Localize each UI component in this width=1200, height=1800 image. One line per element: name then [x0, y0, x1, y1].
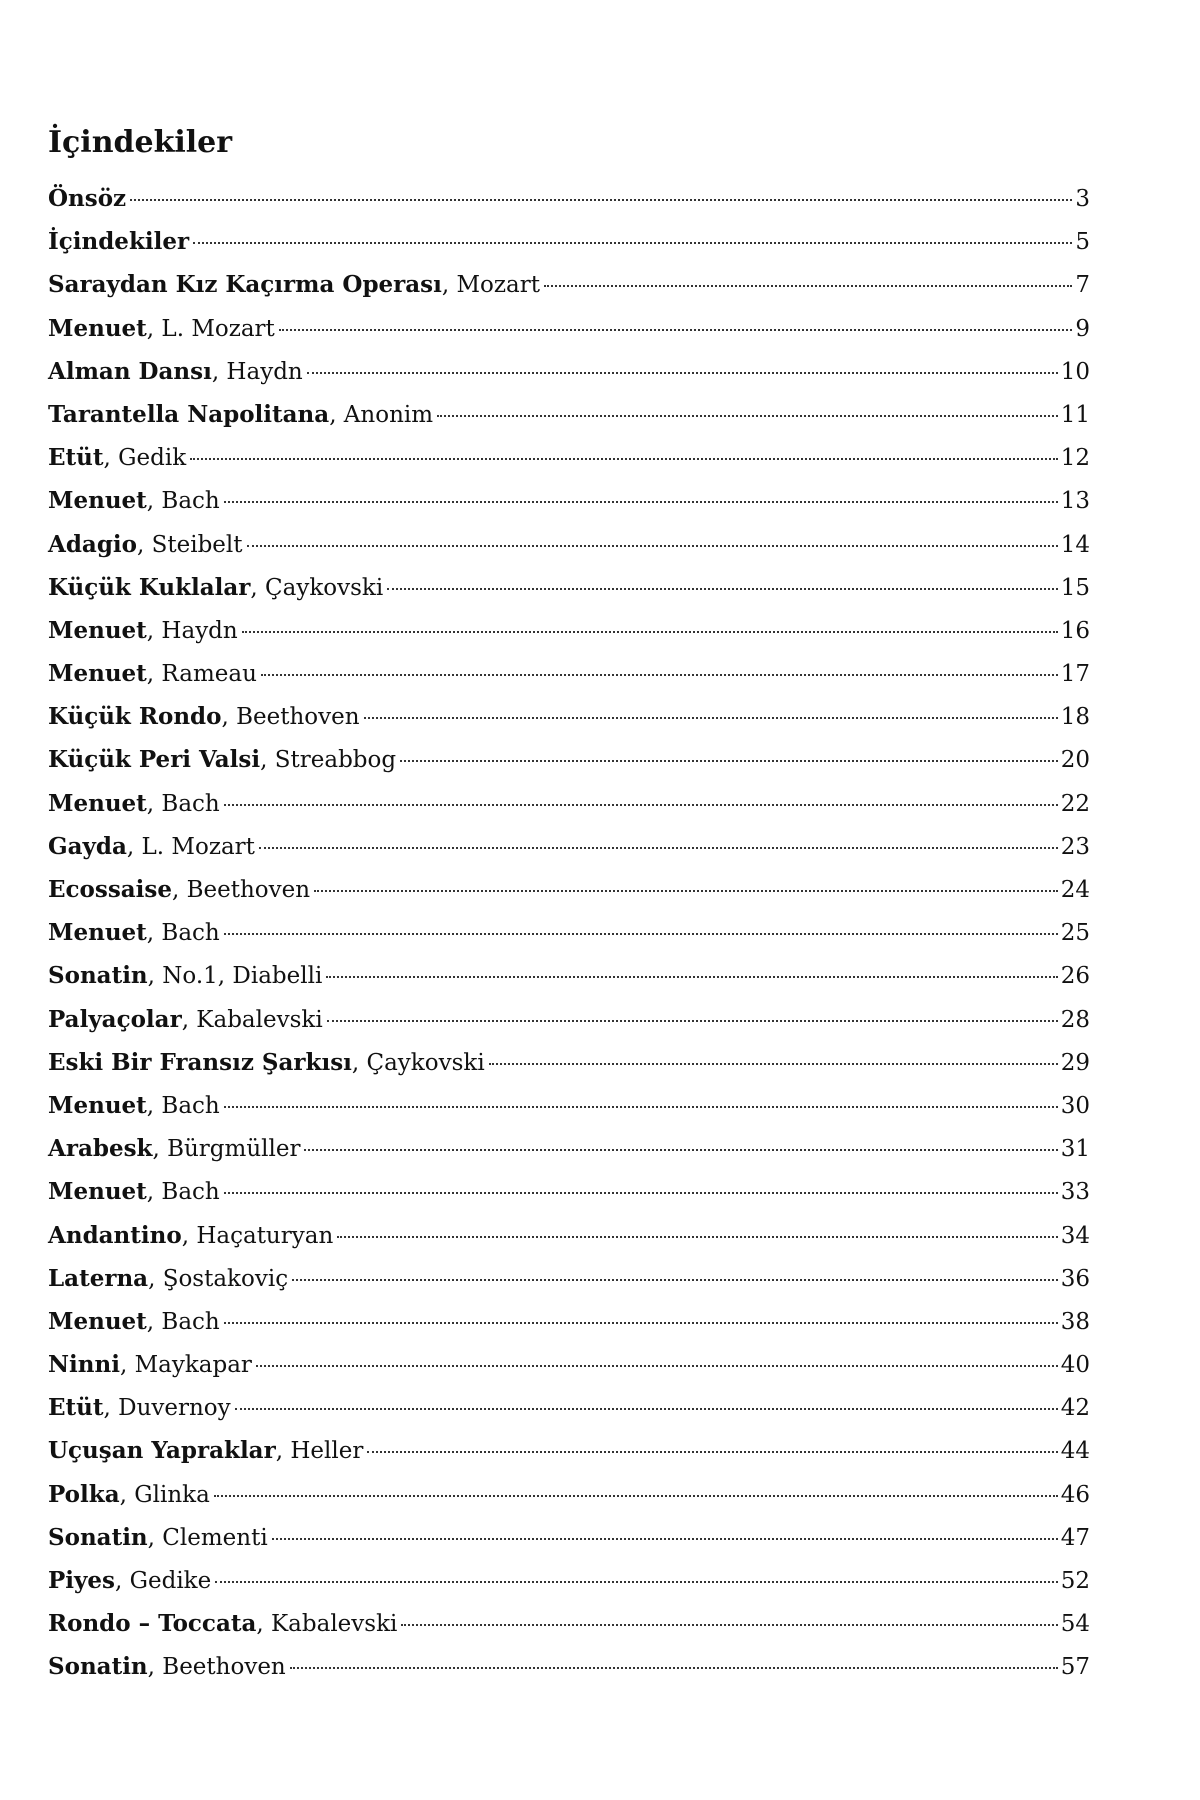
toc-entry-page-number: 42	[1060, 1395, 1090, 1422]
toc-entry-composer: , Çaykovski	[351, 1049, 485, 1076]
toc-entry-page-number: 16	[1060, 617, 1090, 644]
dot-leader	[224, 501, 1058, 503]
toc-entry	[48, 1006, 1090, 1049]
dot-leader	[224, 1192, 1058, 1194]
toc-entry-page-number: 31	[1060, 1136, 1090, 1163]
toc-entry-title: Küçük Kuklalar	[48, 573, 251, 601]
dot-leader	[224, 933, 1058, 935]
toc-entry-composer: , Haçaturyan	[181, 1222, 334, 1249]
toc-entry	[48, 228, 1090, 271]
dot-leader	[256, 1365, 1058, 1367]
toc-entry-composer: , Gedike	[114, 1568, 212, 1594]
toc-entry	[48, 746, 1090, 789]
dot-leader	[242, 631, 1058, 633]
table-of-contents	[48, 185, 1090, 1697]
page-title: İçindekiler	[48, 125, 233, 160]
toc-entry-composer: , Kabalevski	[256, 1611, 398, 1638]
toc-entry	[48, 1308, 1090, 1351]
toc-entry-title: Etüt	[48, 1394, 104, 1422]
toc-entry-page-number: 47	[1060, 1524, 1090, 1551]
toc-entry-composer: , Bach	[146, 920, 220, 947]
dot-leader	[304, 1149, 1057, 1151]
toc-entry-title: Menuet	[48, 1178, 147, 1206]
toc-entry-composer: , Maykapar	[119, 1352, 252, 1379]
toc-entry-composer: , Glinka	[119, 1481, 210, 1508]
toc-entry-composer: , Bach	[146, 1308, 220, 1335]
dot-leader	[437, 415, 1058, 417]
toc-entry-page-number: 36	[1060, 1265, 1090, 1292]
toc-entry-composer: , Haydn	[211, 358, 303, 385]
toc-entry-title: Uçuşan Yapraklar	[48, 1437, 276, 1465]
toc-entry-composer: , Mozart	[441, 272, 540, 299]
toc-entry-title: Ninni	[48, 1351, 120, 1379]
toc-entry-page-number: 46	[1060, 1481, 1090, 1508]
toc-entry-title: Menuet	[48, 1307, 147, 1335]
toc-entry-page-number: 9	[1075, 315, 1090, 342]
dot-leader	[326, 976, 1057, 978]
toc-entry-title: Menuet	[48, 789, 147, 817]
toc-entry-page-number: 57	[1060, 1654, 1090, 1681]
toc-entry-page-number: 17	[1060, 661, 1090, 688]
toc-entry-page-number: 3	[1075, 186, 1090, 212]
toc-entry-title: Laterna	[48, 1264, 149, 1292]
toc-entry-title: Polka	[48, 1480, 120, 1508]
toc-entry-composer: , Bach	[146, 790, 220, 817]
dot-leader	[337, 1236, 1057, 1238]
toc-entry	[48, 833, 1090, 876]
toc-entry-title: Piyes	[48, 1567, 115, 1594]
dot-leader	[247, 545, 1058, 547]
toc-entry-title: Alman Dansı	[48, 357, 212, 385]
toc-entry-title: Sonatin	[48, 1523, 148, 1551]
toc-entry-page-number: 12	[1060, 445, 1090, 472]
dot-leader	[259, 847, 1058, 849]
toc-entry	[48, 660, 1090, 703]
toc-entry-title: Palyaçolar	[48, 1005, 182, 1033]
toc-entry-page-number: 15	[1060, 574, 1090, 601]
toc-entry-composer: , L. Mozart	[126, 833, 255, 860]
toc-entry	[48, 1135, 1090, 1178]
toc-entry-composer: , L. Mozart	[146, 315, 275, 342]
toc-entry-composer: , No.1, Diabelli	[147, 963, 323, 990]
toc-entry-page-number: 23	[1060, 833, 1090, 860]
toc-entry	[48, 1524, 1090, 1567]
dot-leader	[292, 1279, 1058, 1281]
toc-entry-page-number: 24	[1060, 877, 1090, 903]
toc-entry-composer: , Bürgmüller	[152, 1136, 301, 1163]
toc-entry-page-number: 7	[1075, 272, 1090, 299]
toc-entry	[48, 574, 1090, 617]
dot-leader	[224, 804, 1058, 806]
toc-entry	[48, 444, 1090, 487]
toc-entry-title: Tarantella Napolitana	[48, 400, 330, 428]
dot-leader	[314, 890, 1058, 892]
toc-entry-title: Menuet	[48, 1091, 147, 1119]
dot-leader	[215, 1581, 1058, 1583]
toc-entry	[48, 185, 1090, 228]
toc-entry	[48, 315, 1090, 358]
toc-entry	[48, 358, 1090, 401]
toc-entry	[48, 1178, 1090, 1221]
dot-leader	[130, 199, 1072, 201]
dot-leader	[190, 458, 1058, 460]
toc-entry-composer: , Streabbog	[260, 747, 397, 774]
toc-entry-page-number: 22	[1060, 790, 1090, 817]
toc-entry-composer: , Duvernoy	[103, 1395, 231, 1422]
dot-leader	[272, 1538, 1058, 1540]
toc-entry-title: Küçük Rondo	[48, 703, 222, 731]
toc-entry-page-number: 40	[1060, 1352, 1090, 1379]
toc-entry-composer: , Bach	[146, 1179, 220, 1206]
toc-entry-page-number: 13	[1060, 488, 1090, 515]
toc-entry	[48, 1265, 1090, 1308]
toc-entry	[48, 401, 1090, 444]
toc-entry-title: Eski Bir Fransız Şarkısı	[48, 1048, 352, 1076]
toc-entry-composer: , Heller	[275, 1438, 364, 1465]
dot-leader	[193, 242, 1072, 244]
toc-entry-title: Gayda	[48, 832, 127, 860]
toc-entry-composer: , Clementi	[147, 1524, 268, 1551]
toc-entry-title: Sonatin	[48, 1653, 148, 1681]
toc-entry-composer: , Çaykovski	[250, 574, 384, 601]
dot-leader	[261, 674, 1058, 676]
toc-entry	[48, 1222, 1090, 1265]
toc-entry-page-number: 10	[1060, 358, 1090, 385]
toc-entry-page-number: 52	[1060, 1568, 1090, 1594]
toc-entry-title: Etüt	[48, 444, 104, 472]
toc-entry-title: Saraydan Kız Kaçırma Operası	[48, 271, 442, 299]
toc-entry-composer: , Gedik	[103, 445, 187, 472]
toc-entry-composer: , Bach	[146, 488, 220, 515]
toc-entry	[48, 790, 1090, 833]
toc-entry-title: Menuet	[48, 616, 147, 644]
toc-entry	[48, 617, 1090, 660]
toc-entry	[48, 1351, 1090, 1394]
toc-entry	[48, 1394, 1090, 1437]
toc-entry-title: Önsöz	[48, 185, 127, 212]
toc-entry-title: Arabesk	[48, 1135, 153, 1163]
toc-entry	[48, 703, 1090, 746]
toc-entry-page-number: 38	[1060, 1308, 1090, 1335]
toc-entry-title: Andantino	[48, 1221, 182, 1249]
toc-entry	[48, 919, 1090, 962]
toc-entry	[48, 1092, 1090, 1135]
dot-leader	[279, 329, 1073, 331]
dot-leader	[214, 1495, 1058, 1497]
dot-leader	[489, 1063, 1058, 1065]
toc-entry-composer: , Beethoven	[172, 877, 311, 903]
toc-entry-page-number: 25	[1060, 920, 1090, 947]
toc-entry-page-number: 5	[1075, 229, 1090, 256]
dot-leader	[544, 285, 1072, 287]
toc-entry-composer: , Steibelt	[137, 531, 243, 558]
dot-leader	[290, 1667, 1058, 1669]
toc-entry	[48, 487, 1090, 530]
toc-entry-page-number: 28	[1060, 1006, 1090, 1033]
toc-entry	[48, 1481, 1090, 1524]
toc-entry-composer: , Haydn	[146, 617, 238, 644]
toc-entry-composer: , Beethoven	[147, 1654, 286, 1681]
toc-entry-composer: , Rameau	[146, 661, 257, 688]
dot-leader	[224, 1106, 1058, 1108]
toc-entry-page-number: 30	[1060, 1092, 1090, 1119]
toc-entry	[48, 1610, 1090, 1653]
toc-entry-composer: , Anonim	[329, 401, 434, 428]
toc-entry-composer: , Şostakoviç	[148, 1265, 289, 1292]
toc-entry-page-number: 20	[1060, 747, 1090, 774]
toc-entry	[48, 1049, 1090, 1092]
toc-entry-title: Menuet	[48, 660, 147, 688]
dot-leader	[327, 1020, 1058, 1022]
toc-entry-page-number: 26	[1060, 963, 1090, 990]
toc-entry-page-number: 11	[1060, 401, 1090, 428]
toc-entry-composer: , Bach	[146, 1092, 220, 1119]
toc-entry-title: Menuet	[48, 919, 147, 947]
toc-entry-title: Menuet	[48, 487, 147, 515]
dot-leader	[224, 1322, 1058, 1324]
toc-entry-title: Adagio	[48, 530, 137, 558]
toc-entry-title: Küçük Peri Valsi	[48, 746, 261, 774]
toc-entry-page-number: 29	[1060, 1049, 1090, 1076]
dot-leader	[400, 760, 1058, 762]
toc-entry-title: Ecossaise	[48, 876, 172, 903]
toc-entry	[48, 1653, 1090, 1696]
toc-entry	[48, 1437, 1090, 1480]
dot-leader	[235, 1408, 1058, 1410]
dot-leader	[401, 1624, 1057, 1626]
toc-entry	[48, 876, 1090, 919]
toc-entry-title: Rondo – Toccata	[48, 1610, 257, 1638]
toc-entry-page-number: 14	[1060, 531, 1090, 558]
dot-leader	[387, 588, 1057, 590]
toc-entry	[48, 1567, 1090, 1610]
toc-entry-page-number: 54	[1060, 1611, 1090, 1638]
toc-entry-composer: , Kabalevski	[181, 1006, 323, 1033]
toc-entry	[48, 271, 1090, 314]
toc-entry	[48, 531, 1090, 574]
toc-entry-title: Menuet	[48, 314, 147, 342]
dot-leader	[364, 717, 1058, 719]
toc-entry-page-number: 18	[1060, 704, 1090, 731]
toc-entry-page-number: 33	[1060, 1179, 1090, 1206]
toc-entry-composer: , Beethoven	[221, 704, 360, 731]
toc-entry-title: Sonatin	[48, 962, 148, 990]
toc-entry	[48, 962, 1090, 1005]
toc-entry-page-number: 44	[1060, 1438, 1090, 1465]
toc-entry-page-number: 34	[1060, 1222, 1090, 1249]
dot-leader	[307, 372, 1058, 374]
dot-leader	[367, 1451, 1057, 1453]
toc-entry-title: İçindekiler	[48, 228, 190, 256]
